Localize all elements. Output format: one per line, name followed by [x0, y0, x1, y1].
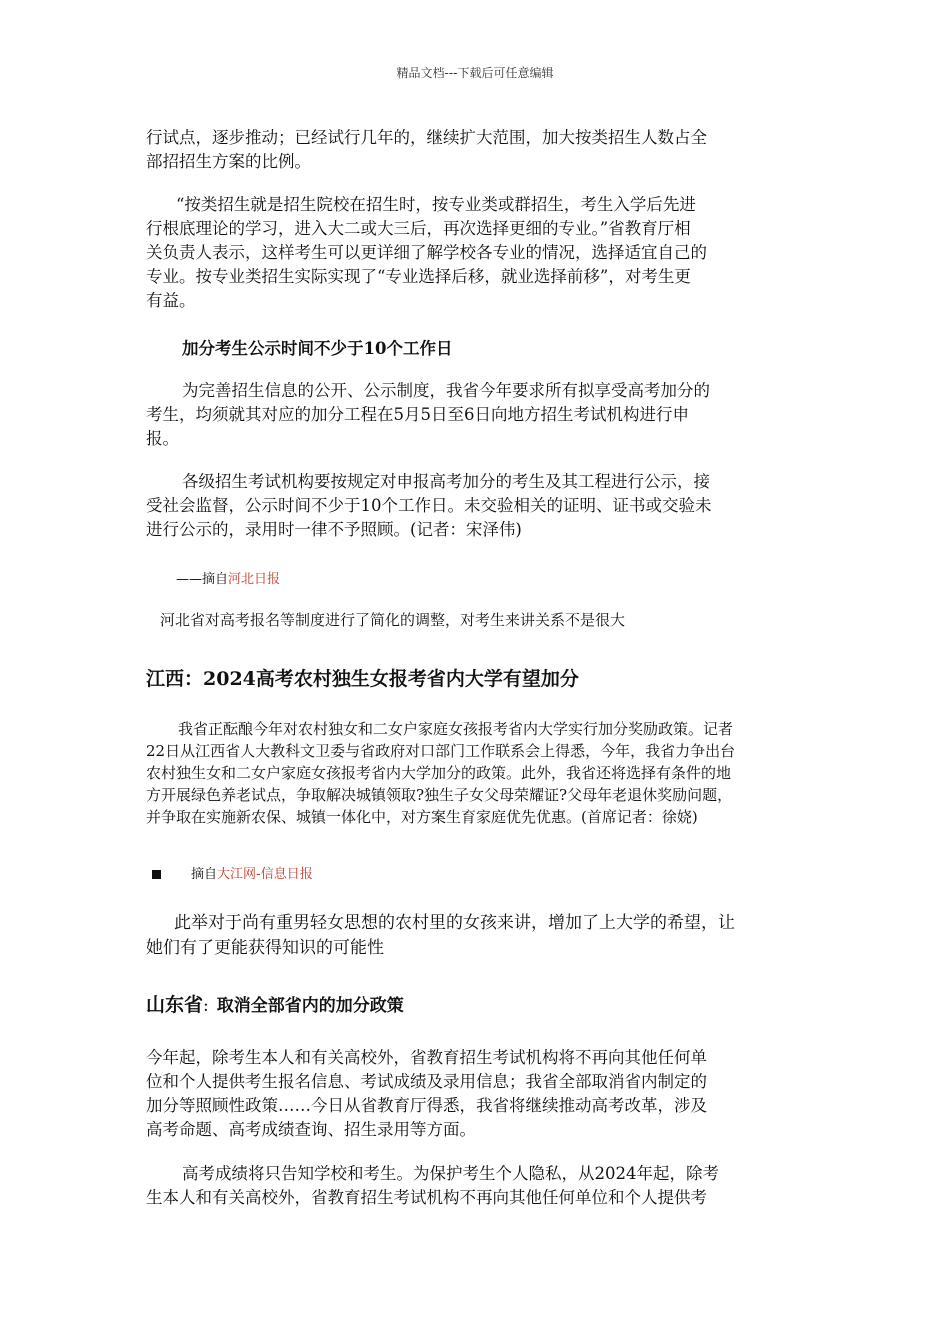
text-line: 加分等照顾性政策……今日从省教育厅得悉，我省将继续推动高考改革，涉及	[146, 1096, 707, 1115]
source-link-hebei-daily[interactable]: 河北日报	[228, 572, 281, 587]
paragraph-shandong-2	[146, 1162, 806, 1210]
text-line: 进行公示的，录用时一律不予照顾。(记者：宋泽伟)	[146, 520, 522, 539]
heading-separator: :	[203, 996, 209, 1016]
text-line: 关负责人表示，这样考生可以更详细了解学校各专业的情况，选择适宜自己的	[146, 243, 707, 262]
paragraph-jiangxi	[146, 718, 806, 828]
text-line: “按类招生就是招生院校在招生时，按专业类或群招生，考生入学后先进	[176, 195, 696, 214]
subheading-bonus-publicity: 加分考生公示时间不少于10个工作日	[182, 339, 453, 358]
text-line: 受社会监督，公示时间不少于10个工作日。未交验相关的证明、证书或交验未	[146, 496, 712, 515]
text-line: 各级招生考试机构要按规定对申报高考加分的考生及其工程进行公示，接	[182, 472, 710, 491]
source-jiangxi	[152, 863, 812, 882]
text-line: 农村独生女和二女户家庭女孩报考省内大学加分的政策。此外，我省还将选择有条件的地	[146, 764, 732, 782]
source-prefix: 摘自	[191, 867, 218, 882]
text-line: 部招招生方案的比例。	[146, 152, 311, 171]
text-line: 考生，均须就其对应的加分工程在5月5日至6日向地方招生考试机构进行申	[146, 405, 689, 424]
text-line: 行根底理论的学习，进入大二或大三后，再次选择更细的专业。”省教育厅相	[146, 219, 691, 238]
heading-title: 取消全部省内的加分政策	[216, 996, 404, 1016]
text-line: 高考成绩将只告知学校和考生。为保护考生个人隐私，从2024年起，除考	[182, 1164, 719, 1183]
text-line: 报。	[146, 429, 179, 448]
text-line: 位和个人提供考生报名信息、考试成绩及录用信息；我省全部取消省内制定的	[146, 1072, 707, 1091]
source-prefix: ——摘自	[176, 572, 229, 587]
text-line: 方开展绿色养老试点，争取解决城镇领取?独生子女父母荣耀证?父母年老退休奖励问题，	[146, 786, 733, 804]
province-name: 山东省	[146, 994, 204, 1016]
text-line: 此举对于尚有重男轻女思想的农村里的女孩来讲，增加了上大学的希望，让	[174, 913, 735, 933]
text-line: 为完善招生信息的公开、公示制度，我省今年要求所有拟享受高考加分的	[182, 381, 710, 400]
source-hebei	[176, 568, 836, 587]
paragraph-3	[146, 379, 806, 451]
text-line: 她们有了更能获得知识的可能性	[146, 938, 384, 958]
text-line: 高考命题、高考成绩查询、招生录用等方面。	[146, 1120, 476, 1139]
text-line: 并争取在实施新农保、城镇一体化中，对方案生育家庭优先优惠。(首席记者：徐娆)	[146, 808, 698, 826]
comment-hebei: 河北省对高考报名等制度进行了简化的调整，对考生来讲关系不是很大	[160, 611, 626, 629]
text-line: 有益。	[146, 291, 196, 310]
source-link-dajiang[interactable]: 大江网-信息日报	[217, 867, 313, 882]
bullet-square-icon	[152, 870, 161, 879]
section-heading-shandong	[146, 990, 806, 1017]
page-header: 精品文档---下载后可任意编辑	[396, 66, 554, 80]
section-heading-jiangxi: 江西：2024高考农村独生女报考省内大学有望加分	[146, 668, 579, 690]
text-line: 我省正酝酿今年对农村独女和二女户家庭女孩报考省内大学实行加分奖励政策。记者	[178, 720, 734, 738]
text-line: 行试点，逐步推动；已经试行几年的，继续扩大范围，加大按类招生人数占全	[146, 128, 707, 147]
text-line: 今年起，除考生本人和有关高校外，省教育招生考试机构将不再向其他任何单	[146, 1048, 707, 1067]
comment-jiangxi	[146, 911, 806, 961]
text-line: 生本人和有关高校外，省教育招生考试机构不再向其他任何单位和个人提供考	[146, 1188, 707, 1207]
paragraph-2	[146, 193, 806, 313]
paragraph-shandong-1	[146, 1046, 806, 1142]
text-line: 专业。按专业类招生实际实现了“专业选择后移，就业选择前移”，对考生更	[146, 267, 691, 286]
paragraph-1	[146, 126, 806, 174]
text-line: 22日从江西省人大教科文卫委与省政府对口部门工作联系会上得悉，今年，我省力争出台	[146, 742, 736, 760]
paragraph-4	[146, 470, 806, 542]
